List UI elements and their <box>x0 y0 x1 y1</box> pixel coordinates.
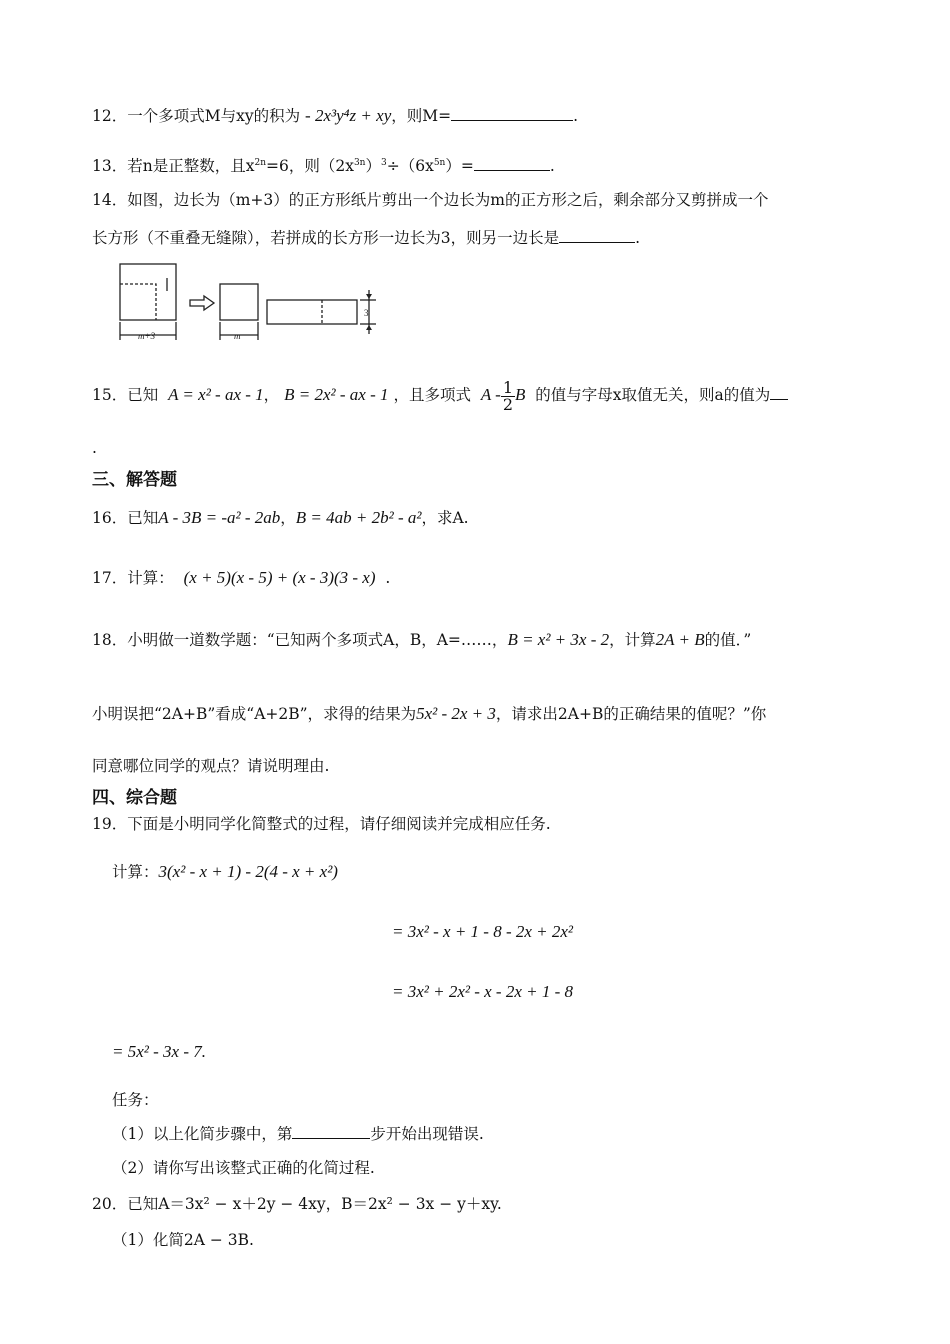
q20-task-1: （1）化简2A − 3B. <box>112 1231 254 1249</box>
q19-calculation: 计算：3(x² - x + 1) - 2(4 - x + x²) <box>112 862 338 881</box>
math-expression: B = 4ab + 2b² - a² <box>295 508 422 527</box>
square-cut-figure <box>112 258 392 348</box>
question-text: ，则M= <box>391 107 452 125</box>
answer-blank[interactable] <box>770 383 788 400</box>
question-14-line-2: 长方形（不重叠无缝隙），若拼成的长方形一边长为3，则另一边长是 . <box>92 226 640 250</box>
question-number: 13． <box>92 157 128 175</box>
q19-step-2: = 3x² + 2x² - x - 2x + 1 - 8 <box>392 982 574 1001</box>
label-3: 3 <box>364 308 369 318</box>
question-number: 12． <box>92 107 128 125</box>
question-18-line-2: 小明误把“2A+B”看成“A+2B”，求得的结果为5x² - 2x + 3，请求出2A+B的正确结果的值呢？”你 <box>92 704 767 723</box>
math-expression: - 2x³y⁴z + xy <box>305 106 392 125</box>
rectangle <box>267 300 357 324</box>
q19-task-2: （2）请你写出该整式正确的化简过程. <box>112 1159 375 1177</box>
section-heading-4: 四、综合题 <box>92 788 177 808</box>
q19-task-label: 任务： <box>112 1091 159 1109</box>
fraction-one-half: $\frac{1}{2}$ <box>502 377 513 414</box>
question-15-tail: . <box>92 439 97 457</box>
math-expression: B = 2x² - ax - 1 <box>284 385 389 404</box>
math-expression: A - 3B = -a² - 2ab <box>158 508 281 527</box>
question-17: 17．计算： (x + 5)(x - 5) + (x - 3)(3 - x) . <box>92 568 391 587</box>
answer-blank[interactable] <box>559 226 635 243</box>
math-expression: (x + 5)(x - 5) + (x - 3)(3 - x) <box>183 568 376 587</box>
answer-blank[interactable] <box>292 1122 370 1139</box>
section-heading-3: 三、解答题 <box>92 470 177 490</box>
question-number: 16． <box>92 509 128 527</box>
question-number: 17． <box>92 569 128 587</box>
math-expression: B = x² + 3x - 2 <box>507 630 610 649</box>
math-expression: 3(x² - x + 1) - 2(4 - x + x²) <box>158 862 338 881</box>
question-number: 15． <box>92 386 128 404</box>
small-square <box>220 284 258 320</box>
arrow-icon <box>190 296 214 310</box>
math-expression: 5x² - 2x + 3 <box>416 704 496 723</box>
question-number: 18． <box>92 631 128 649</box>
question-18-line-3: 同意哪位同学的观点？请说明理由. <box>92 757 330 775</box>
question-number: 20． <box>92 1195 128 1213</box>
question-19: 19．下面是小明同学化简整式的过程，请仔细阅读并完成相应任务. <box>92 815 551 833</box>
answer-blank[interactable] <box>474 154 550 171</box>
answer-blank[interactable] <box>451 104 573 121</box>
question-18: 18．小明做一道数学题：“已知两个多项式A，B，A=……，B = x² + 3x - 2，计算2A + B的值．” <box>92 630 752 649</box>
large-square <box>120 264 176 320</box>
question-15: 15．已知 A = x² - ax - 1， B = 2x² - ax - 1 ，且多项式 A - $\frac{1}{2}$ B 的值与字母x取值无关，则a的值为 <box>92 375 788 415</box>
math-expression: 2A + B <box>655 630 705 649</box>
question-12: 12．一个多项式M与xy的积为 - 2x³y⁴z + xy，则M= . <box>92 106 579 125</box>
label-m-plus-3: m+3 <box>138 331 156 341</box>
question-number: 14． <box>92 191 128 209</box>
question-16: 16．已知A - 3B = -a² - 2ab，B = 4ab + 2b² - a²，求A. <box>92 508 469 527</box>
question-20: 20．已知A＝3x² − x＋2y − 4xy，B＝2x² − 3x − y＋xy. <box>92 1195 502 1213</box>
question-text: 一个多项式M与xy的积为 <box>127 107 301 125</box>
q19-step-3: = 5x² - 3x - 7. <box>112 1042 206 1061</box>
cut-line <box>120 284 156 320</box>
math-expression: A = x² - ax - 1 <box>168 385 264 404</box>
question-13: 13．若n是正整数，且$x^{2n}=6$，则$(2x^{3n})^3\div(6x^{5n})=$ . <box>92 154 555 178</box>
q19-step-1: = 3x² - x + 1 - 8 - 2x + 2x² <box>392 922 574 941</box>
q19-task-1: （1）以上化简步骤中，第 步开始出现错误. <box>112 1122 484 1146</box>
label-m: m <box>234 331 241 341</box>
question-14-line-1: 14．如图，边长为（m+3）的正方形纸片剪出一个边长为m的正方形之后，剩余部分又剪拼成一个 <box>92 191 769 209</box>
question-number: 19． <box>92 815 128 833</box>
